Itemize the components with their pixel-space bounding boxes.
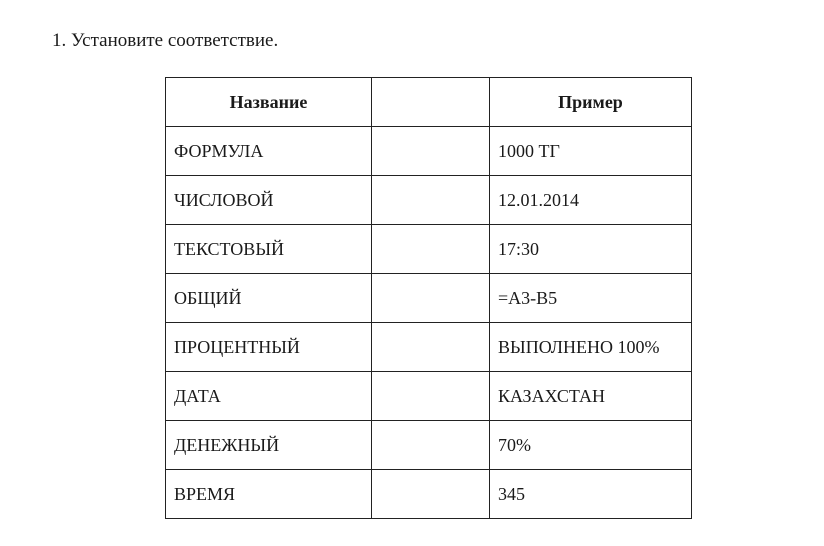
table-row [166,372,692,421]
row-name-cell: ЧИСЛОВОЙ [166,176,372,225]
row-example-cell: ВЫПОЛНЕНО 100% [490,323,692,372]
row-name-cell: ПРОЦЕНТНЫЙ [166,323,372,372]
row-example-cell: КАЗАХСТАН [490,372,692,421]
row-example-cell: 345 [490,470,692,519]
task-title: 1. Установите соответствие. [52,30,279,51]
row-gap-cell [372,323,490,372]
table-row [166,176,692,225]
row-name-cell: ТЕКСТОВЫЙ [166,225,372,274]
table-header-row [166,78,692,127]
row-name-cell: ФОРМУЛА [166,127,372,176]
header-example: Пример [490,78,692,127]
row-name-cell: ОБЩИЙ [166,274,372,323]
header-gap [372,78,490,127]
row-example-cell: 1000 ТГ [490,127,692,176]
row-example-cell: =А3-В5 [490,274,692,323]
table-row [166,470,692,519]
table-row [166,274,692,323]
row-gap-cell [372,176,490,225]
row-example-cell: 70% [490,421,692,470]
table-row [166,421,692,470]
row-example-cell: 17:30 [490,225,692,274]
row-name-cell: ДЕНЕЖНЫЙ [166,421,372,470]
matching-table [165,77,692,519]
row-name-cell: ДАТА [166,372,372,421]
table-row [166,323,692,372]
row-gap-cell [372,225,490,274]
row-gap-cell [372,421,490,470]
row-gap-cell [372,470,490,519]
row-gap-cell [372,372,490,421]
row-gap-cell [372,274,490,323]
table-row [166,225,692,274]
row-gap-cell [372,127,490,176]
header-name: Название [166,78,372,127]
row-example-cell: 12.01.2014 [490,176,692,225]
row-name-cell: ВРЕМЯ [166,470,372,519]
table-row [166,127,692,176]
